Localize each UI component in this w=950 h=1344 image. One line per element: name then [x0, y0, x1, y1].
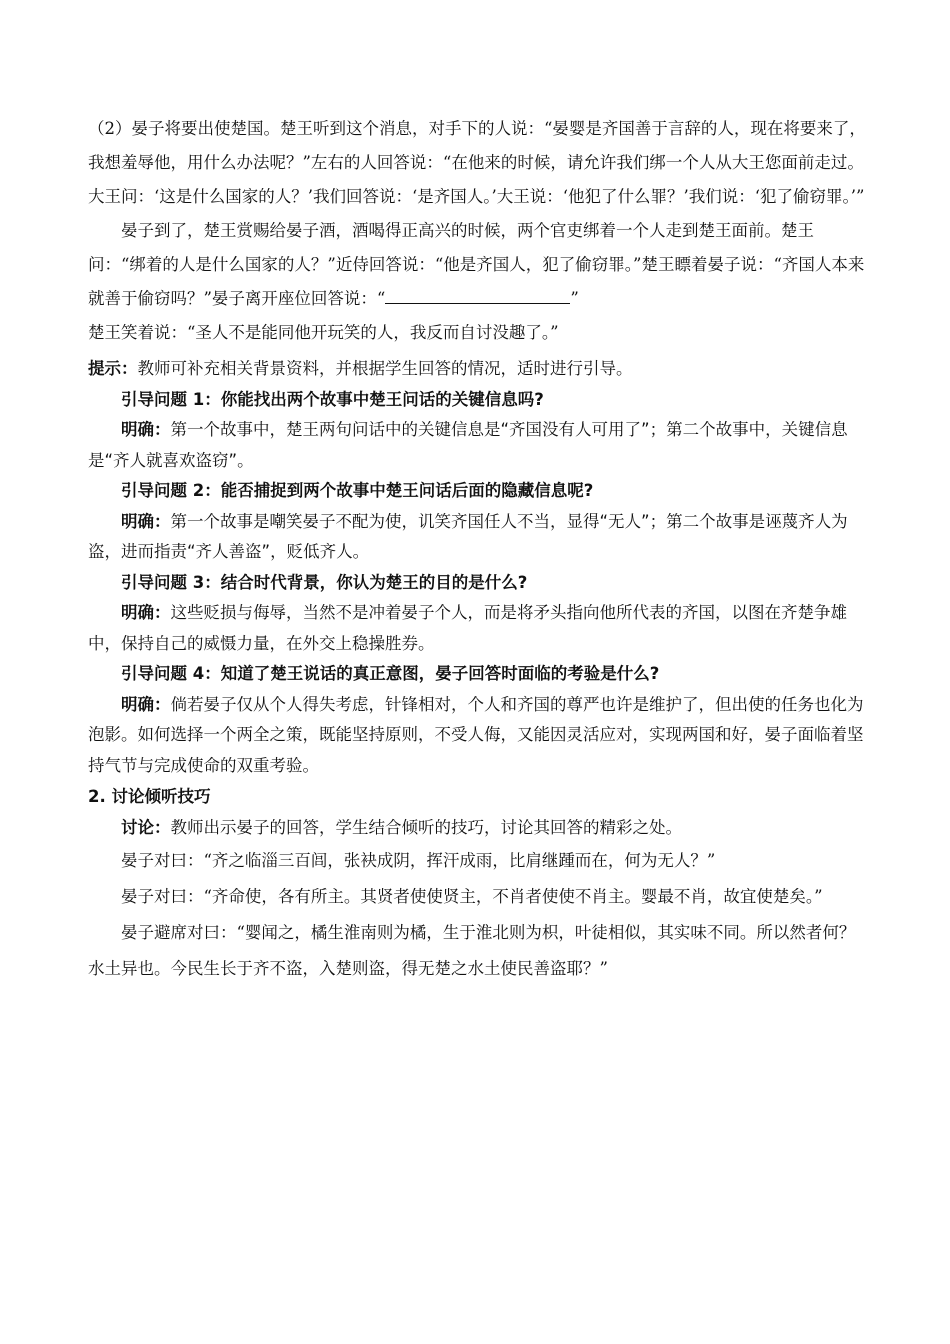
guide-answer-4	[88, 690, 868, 782]
discussion-line	[88, 813, 868, 844]
answer-text: 第一个故事是嘲笑晏子不配为使，讥笑齐国任人不当，显得“无人”；第二个故事是诬蔑齐人为盗，进而指责“齐人善盗”，贬低齐人。	[88, 511, 848, 561]
guide-question-4: 引导问题 4：知道了楚王说话的真正意图，晏子回答时面临的考验是什么?	[121, 664, 660, 683]
story-excerpt	[88, 112, 868, 350]
story-paragraph-2-close: ”	[570, 289, 579, 308]
discussion-label: 讨论：	[121, 817, 171, 837]
answer-blank	[385, 285, 570, 304]
answer-text: 这些贬损与侮辱，当然不是冲着晏子个人，而是将矛头指向他所代表的齐国，以图在齐楚争雄中，保持自己的威慑力量，在外交上稳操胜券。	[88, 603, 847, 653]
section-2-title: 2. 讨论倾听技巧	[88, 787, 211, 806]
guide-question-2: 引导问题 2：能否捕捉到两个故事中楚王问话后面的隐藏信息呢?	[121, 481, 594, 500]
quote-3: 晏子避席对曰：“婴闻之，橘生淮南则为橘，生于淮北则为枳，叶徒相似，其实味不同。所以然者何？水土异也。今民生长于齐不盗，入楚则盗，得无楚之水土使民善盗耶？”	[88, 923, 856, 978]
hint-text: 教师可补充相关背景资料，并根据学生回答的情况，适时进行引导。	[137, 359, 633, 378]
story-paragraph-2-text: 晏子到了，楚王赏赐给晏子酒，酒喝得正高兴的时候，两个官吏绑着一个人走到楚王面前。楚王问：“绑着的人是什么国家的人？”近侍回答说：“他是齐国人，犯了偷窃罪。”楚王瞟着晏子说：“齐国人本来就善于偷窃吗？”晏子离开座位回答说：“	[88, 221, 865, 308]
answer-label: 明确：	[121, 603, 171, 622]
guide-answer-3	[88, 598, 868, 659]
answer-label: 明确：	[121, 511, 171, 531]
yanzi-quotes	[88, 843, 868, 987]
quote-2: 晏子对曰：“齐命使，各有所主。其贤者使使贤主，不肖者使使不肖主。婴最不肖，故宜使楚矣。”	[121, 887, 823, 906]
quote-1: 晏子对曰：“齐之临淄三百闾，张袂成阴，挥汗成雨，比肩继踵而在，何为无人？”	[121, 851, 716, 870]
guide-question-1: 引导问题 1：你能找出两个故事中楚王问话的关键信息吗?	[121, 389, 544, 409]
story-paragraph-3: 楚王笑着说：“圣人不是能同他开玩笑的人，我反而自讨没趣了。”	[88, 323, 559, 342]
document-content	[88, 112, 868, 987]
story-paragraph-1: （2）晏子将要出使楚国。楚王听到这个消息，对手下的人说：“晏婴是齐国善于言辞的人，现在将要来了，我想羞辱他，用什么办法呢？”左右的人回答说：“在他来的时候，请允许我们绑一个人从大王您面前走过。大王问：‘这是什么国家的人？’我们回答说：‘是齐国人。’大王说：‘他犯了什么罪？’我们说：‘犯了偷窃罪。’”	[88, 119, 866, 206]
answer-label: 明确：	[121, 420, 171, 439]
answer-label: 明确：	[121, 694, 171, 714]
story-paragraph-2	[88, 214, 868, 316]
guide-question-3: 引导问题 3：结合时代背景，你认为楚王的目的是什么?	[121, 572, 528, 592]
guide-answer-2	[88, 507, 868, 568]
answer-text: 倘若晏子仅从个人得失考虑，针锋相对，个人和齐国的尊严也许是维护了，但出使的任务也化为泡影。如何选择一个两全之策，既能坚持原则，不受人侮，又能因灵活应对，实现两国和好，晏子面临着坚持气节与完成使命的双重考验。	[88, 694, 864, 775]
guide-answer-1	[88, 415, 868, 476]
hint-line	[88, 354, 868, 385]
teaching-guide	[88, 354, 868, 843]
discussion-text: 教师出示晏子的回答，学生结合倾听的技巧，讨论其回答的精彩之处。	[170, 817, 682, 837]
answer-text: 第一个故事中，楚王两句问话中的关键信息是“齐国没有人可用了”；第二个故事中，关键信息是“齐人就喜欢盗窃”。	[88, 420, 848, 470]
hint-label: 提示：	[88, 359, 138, 378]
